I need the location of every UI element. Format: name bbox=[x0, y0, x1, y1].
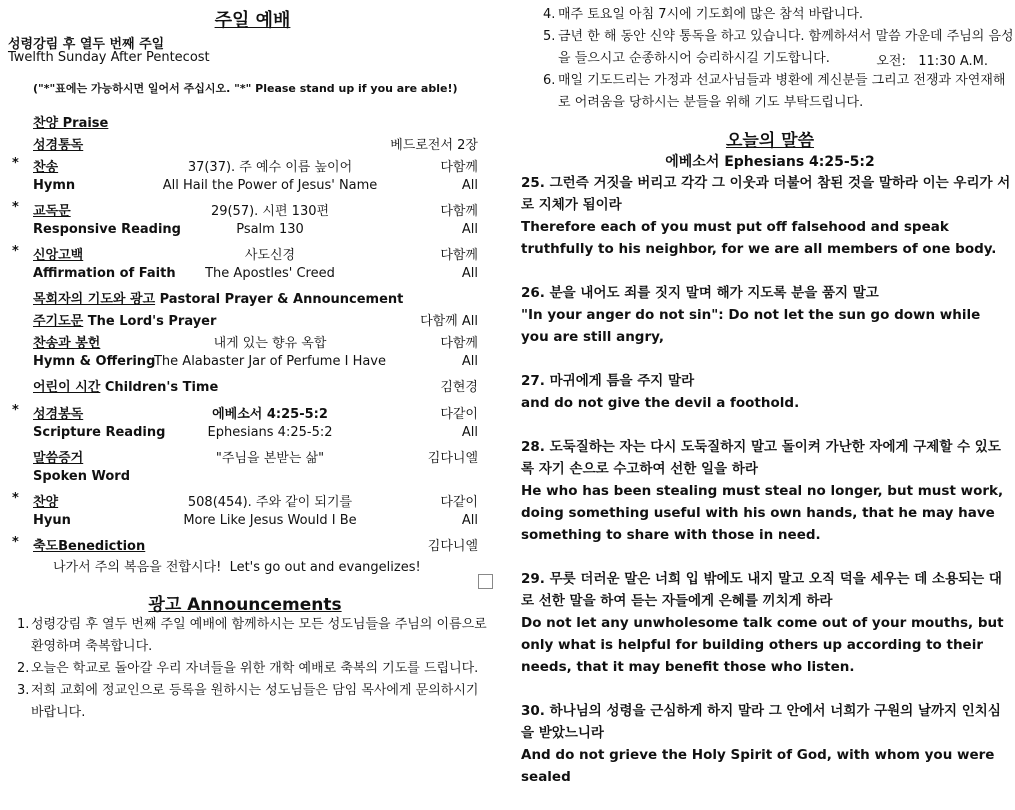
item-number: 1. bbox=[17, 617, 30, 632]
offering-label-kr: 찬송과 봉헌 bbox=[33, 336, 101, 351]
row-responsive-en bbox=[0, 220, 505, 242]
hymn2-who-en: All bbox=[461, 513, 478, 528]
hymn1-who-en: All bbox=[461, 178, 478, 193]
pastoral-label-en: Pastoral Prayer & Announcement bbox=[155, 292, 404, 307]
item-text: 성령강림 후 열두 번째 주일 예배에 함께하시는 모든 성도님들을 주님의 이름으로 환영하며 축복합니다. bbox=[31, 617, 487, 654]
reading-who-kr: 다같이 bbox=[440, 407, 478, 422]
responsive-label-en: Responsive Reading bbox=[33, 222, 181, 237]
creed-label-kr: 신앙고백 bbox=[33, 248, 84, 263]
stand-marker: * bbox=[12, 535, 19, 550]
item-number: 6. bbox=[543, 73, 556, 88]
list-item bbox=[17, 680, 487, 724]
hymn2-title-kr: 508(454). 주와 같이 되기를 bbox=[187, 495, 353, 510]
todays-word-title: 오늘의 말씀 bbox=[725, 131, 815, 151]
benediction-label: 축도Benediction bbox=[33, 539, 146, 554]
reading-who-en: All bbox=[461, 425, 478, 440]
subtitle-english: Twelfth Sunday After Pentecost bbox=[8, 50, 210, 65]
item-number: 5. bbox=[543, 29, 556, 44]
row-pastoral-prayer bbox=[0, 286, 505, 308]
stand-marker: * bbox=[12, 244, 19, 259]
responsive-title-en: Psalm 130 bbox=[236, 222, 304, 237]
verse-27 bbox=[521, 370, 1011, 414]
row-responsive-kr bbox=[0, 198, 505, 220]
lords-prayer-who: 다함께 All bbox=[420, 314, 478, 329]
responsive-title-kr: 29(57). 시편 130편 bbox=[210, 204, 330, 219]
row-offering-en bbox=[0, 352, 505, 374]
scripture-plan-label: 성경통독 bbox=[33, 138, 84, 153]
list-item bbox=[540, 70, 1015, 114]
hymn1-label-en: Hymn bbox=[33, 178, 76, 193]
verse-korean: 28. 도둑질하는 자는 다시 도둑질하지 말고 돌이켜 가난한 자에게 구제할 수 있도록 자기 손으로 수고하여 선한 일을 하라 bbox=[521, 439, 1001, 477]
verse-english: And do not grieve the Holy Spirit of God, with whom you were sealed bbox=[521, 747, 995, 785]
verse-25 bbox=[521, 172, 1011, 260]
verse-29 bbox=[521, 568, 1011, 678]
row-creed-en bbox=[0, 264, 505, 286]
service-time: 오전: 11:30 A.M. bbox=[876, 54, 988, 69]
row-creed-kr bbox=[0, 242, 505, 264]
reading-label-kr: 성경봉독 bbox=[33, 407, 84, 422]
lords-prayer-label bbox=[33, 310, 216, 329]
row-reading-en bbox=[0, 423, 505, 445]
reading-title-en: Ephesians 4:25-5:2 bbox=[207, 425, 333, 440]
row-lords-prayer bbox=[0, 308, 505, 330]
verse-korean: 29. 무릇 더러운 말은 너희 입 밖에도 내지 말고 오직 덕을 세우는 데 소용되는 대로 선한 말을 하여 듣는 자들에게 은혜를 끼치게 하라 bbox=[521, 571, 1002, 609]
creed-title-kr: 사도신경 bbox=[244, 248, 296, 263]
row-sermon-en bbox=[0, 467, 505, 489]
verse-korean: 27. 마귀에게 틈을 주지 말라 bbox=[521, 373, 695, 389]
verse-english: Therefore each of you must put off falsehood and speak truthfully to his neighbor, for we are all members of one body. bbox=[521, 219, 997, 257]
reading-title-kr: 에베소서 4:25-5:2 bbox=[212, 407, 328, 422]
list-item bbox=[540, 4, 1015, 26]
announcements-list-continued bbox=[540, 4, 1015, 114]
order-of-worship bbox=[0, 110, 505, 555]
announcements-title: 광고 Announcements bbox=[148, 595, 342, 615]
row-reading-kr bbox=[0, 401, 505, 423]
verse-english: and do not give the devil a foothold. bbox=[521, 395, 800, 411]
scripture-plan-value: 베드로전서 2장 bbox=[390, 138, 478, 153]
childrens-time-who: 김현경 bbox=[440, 380, 478, 395]
list-item bbox=[17, 614, 487, 658]
stand-marker: * bbox=[12, 200, 19, 215]
todays-word-reference: 에베소서 Ephesians 4:25-5:2 bbox=[665, 154, 875, 170]
reading-label-en: Scripture Reading bbox=[33, 425, 166, 440]
item-number: 4. bbox=[543, 7, 556, 22]
offering-label-en: Hymn & Offering bbox=[33, 354, 156, 369]
childrens-time-label-en: Children's Time bbox=[100, 380, 219, 395]
item-text: 매일 기도드리는 가정과 선교사님들과 병환에 계신분들 그리고 전쟁과 자연재해로 어려움을 당하시는 분들을 위해 기도 부탁드립니다. bbox=[558, 73, 1006, 110]
verse-30 bbox=[521, 700, 1011, 788]
hymn1-who-kr: 다함께 bbox=[440, 160, 478, 175]
row-benediction bbox=[0, 533, 505, 555]
sermon-label-kr: 말씀증거 bbox=[33, 451, 84, 466]
verse-korean: 26. 분을 내어도 죄를 짓지 말며 해가 지도록 분을 품지 말고 bbox=[521, 285, 879, 301]
item-text: 저희 교회에 정교인으로 등록을 원하시는 성도님들은 담임 목사에게 문의하시기 바랍니다. bbox=[31, 683, 479, 720]
row-hymn2-en bbox=[0, 511, 505, 533]
offering-title-kr: 내게 있는 향유 옥합 bbox=[213, 336, 327, 351]
sermon-label-en: Spoken Word bbox=[33, 469, 131, 484]
item-text: 오늘은 학교로 돌아갈 우리 자녀들을 위한 개학 예배로 축복의 기도를 드립니다. bbox=[31, 661, 479, 676]
stand-note: ("*"표에는 가능하시면 일어서 주십시오. "*" Please stand up if you are able!) bbox=[33, 82, 458, 95]
creed-who-en: All bbox=[461, 266, 478, 281]
lords-prayer-label-en: The Lord's Prayer bbox=[83, 314, 217, 329]
page-title: 주일 예배 bbox=[214, 10, 291, 31]
responsive-who-kr: 다함께 bbox=[440, 204, 478, 219]
benediction-who: 김다니엘 bbox=[427, 539, 478, 554]
verse-english: He who has been stealing must steal no longer, but must work, doing something useful with his own hands, that he may have something to share with those in need. bbox=[521, 483, 1004, 543]
row-praise bbox=[0, 110, 505, 132]
verses bbox=[521, 172, 1011, 810]
row-sermon-kr bbox=[0, 445, 505, 467]
item-text: 금년 한 해 동안 신약 통독을 하고 있습니다. 함께하셔서 말씀 가운데 주님의 음성을 들으시고 순종하시어 승리하시길 기도합니다. bbox=[558, 29, 1014, 66]
item-number: 2. bbox=[17, 661, 30, 676]
hymn2-title-en: More Like Jesus Would I Be bbox=[183, 513, 357, 528]
item-number: 3. bbox=[17, 683, 30, 698]
row-childrens-time bbox=[0, 374, 505, 401]
announcements-list bbox=[17, 614, 487, 724]
hymn1-title-en: All Hail the Power of Jesus' Name bbox=[162, 178, 378, 193]
verse-26 bbox=[521, 282, 1011, 348]
creed-title-en: The Apostles' Creed bbox=[205, 266, 335, 281]
hymn2-who-kr: 다같이 bbox=[440, 495, 478, 510]
hymn1-title-kr: 37(37). 주 예수 이름 높이어 bbox=[187, 160, 353, 175]
row-hymn1-en bbox=[0, 176, 505, 198]
list-item bbox=[17, 658, 487, 680]
checkbox[interactable] bbox=[478, 574, 493, 589]
verse-korean: 25. 그런즉 거짓을 버리고 각각 그 이웃과 더불어 참된 것을 말하라 이는 우리가 서로 지체가 됨이라 bbox=[521, 175, 1011, 213]
verse-english: "In your anger do not sin": Do not let the sun go down while you are still angry, bbox=[521, 307, 981, 345]
stand-marker: * bbox=[12, 403, 19, 418]
offering-who-en: All bbox=[461, 354, 478, 369]
pastoral-label-kr: 목회자의 기도와 광고 bbox=[33, 292, 156, 307]
row-scripture-reading-plan bbox=[0, 132, 505, 154]
praise-label: 찬양 Praise bbox=[33, 116, 109, 131]
row-hymn1-kr bbox=[0, 154, 505, 176]
sermon-preacher: 김다니엘 bbox=[427, 451, 478, 466]
row-hymn2-kr bbox=[0, 489, 505, 511]
verse-english: Do not let any unwholesome talk come out of your mouths, but only what is helpful for building others up according to their needs, that it may benefit those who listen. bbox=[521, 615, 1004, 675]
hymn2-label-kr: 찬양 bbox=[33, 495, 59, 510]
pastoral-label bbox=[33, 288, 403, 307]
childrens-time-label-kr: 어린이 시간 bbox=[33, 380, 101, 395]
subtitle-korean: 성령강림 후 열두 번째 주일 bbox=[8, 37, 165, 52]
hymn2-label-en: Hyun bbox=[33, 513, 71, 528]
verse-korean: 30. 하나님의 성령을 근심하게 하지 말라 그 안에서 너희가 구원의 날까지 인치심을 받았느니라 bbox=[521, 703, 1001, 741]
list-item bbox=[540, 26, 1015, 70]
item-text: 매주 토요일 아침 7시에 기도회에 많은 참석 바랍니다. bbox=[558, 7, 864, 22]
row-offering-kr bbox=[0, 330, 505, 352]
verse-28 bbox=[521, 436, 1011, 546]
sermon-title: "주님을 본받는 삶" bbox=[215, 451, 325, 466]
childrens-time-label bbox=[33, 376, 218, 395]
creed-label-en: Affirmation of Faith bbox=[33, 266, 176, 281]
hymn1-label-kr: 찬송 bbox=[33, 160, 59, 175]
lords-prayer-label-kr: 주기도문 bbox=[33, 314, 84, 329]
offering-title-en: The Alabaster Jar of Perfume I Have bbox=[153, 354, 386, 369]
stand-marker: * bbox=[12, 491, 19, 506]
creed-who-kr: 다함께 bbox=[440, 248, 478, 263]
stand-marker: * bbox=[12, 156, 19, 171]
offering-who-kr: 다함께 bbox=[440, 336, 478, 351]
closing-line: 나가서 주의 복음을 전합시다! Let's go out and evangelizes! bbox=[53, 560, 421, 575]
responsive-who-en: All bbox=[461, 222, 478, 237]
responsive-label-kr: 교독문 bbox=[33, 204, 71, 219]
